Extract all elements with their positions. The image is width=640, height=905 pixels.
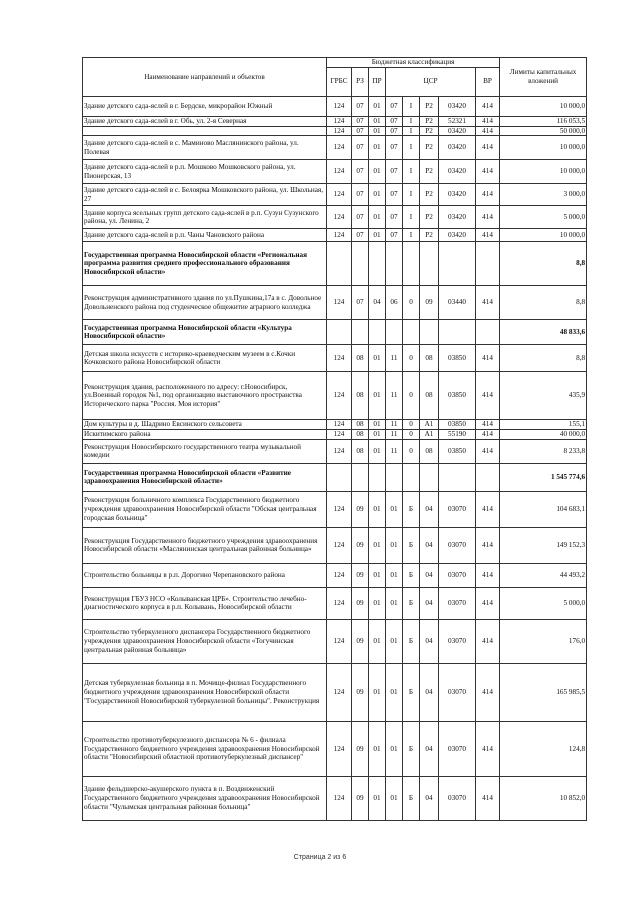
row-csr-direction-cell [420,463,439,491]
row-rz-cell: 07 [352,160,369,184]
row-vr-cell: 414 [476,527,500,563]
row-vr-cell: 414 [476,430,500,440]
table-row [83,721,587,776]
row-grbs-cell: 124 [327,345,352,372]
row-pr-cell: 01 [369,116,386,126]
row-pr-cell: 01 [369,776,386,820]
row-csr-code-cell: 03420 [439,126,476,136]
row-csr-subprogram-cell: Б [403,619,420,663]
row-amount-cell: 176,0 [500,619,587,663]
row-name-cell: Детская туберкулезная больница в п. Мочище-филиал Государственного бюджетного учреждения здравоохранения Новосибирской области "Государственной Новосибирской туберкулезной больницы". Реконструкция [83,663,327,721]
row-csr-direction-cell: 04 [420,527,439,563]
row-csr-program-cell: 07 [386,229,403,242]
row-rz-cell: 07 [352,136,369,160]
row-rz-cell: 09 [352,527,369,563]
row-grbs-cell: 124 [327,439,352,463]
row-csr-subprogram-cell: 0 [403,420,420,430]
table-header [83,58,587,97]
header-grbs: ГРБС [327,67,352,96]
row-pr-cell: 01 [369,372,386,420]
row-pr-cell: 01 [369,160,386,184]
budget-table-sheet [82,57,586,821]
row-csr-code-cell: 03070 [439,721,476,776]
table-row [83,229,587,242]
row-grbs-cell: 124 [327,587,352,619]
row-pr-cell: 01 [369,491,386,527]
row-amount-cell: 8,8 [500,345,587,372]
row-csr-direction-cell: 04 [420,663,439,721]
row-csr-program-cell: 11 [386,439,403,463]
row-csr-code-cell [439,320,476,345]
row-csr-program-cell: 07 [386,116,403,126]
row-grbs-cell: 124 [327,206,352,229]
row-csr-subprogram-cell: Б [403,721,420,776]
row-csr-code-cell: 03420 [439,96,476,116]
program-row [83,463,587,491]
row-csr-subprogram-cell: Б [403,491,420,527]
row-name-cell: Дом культуры в д. Шадрино Евсинского сельсовета [83,420,327,430]
row-grbs-cell: 124 [327,229,352,242]
row-name-cell: Строительство противотуберкулезного диспансера № 6 - филиала Государственного бюджетного учреждения здравоохранения Новосибирской области "Новосибирский областной противотуберкулезный диспансер" [83,721,327,776]
row-csr-direction-cell: P2 [420,116,439,126]
table-row [83,491,587,527]
row-csr-direction-cell: 08 [420,439,439,463]
row-amount-cell: 48 833,6 [500,320,587,345]
row-name-cell: Искитимского района [83,430,327,440]
row-amount-cell: 155,1 [500,420,587,430]
row-grbs-cell: 124 [327,116,352,126]
row-csr-direction-cell: 08 [420,345,439,372]
table-row [83,345,587,372]
row-rz-cell [352,320,369,345]
header-name-column: Наименование направлений и объектов [83,58,327,97]
row-csr-program-cell [386,463,403,491]
row-pr-cell: 01 [369,527,386,563]
row-grbs-cell [327,242,352,286]
row-amount-cell: 10 000,0 [500,229,587,242]
row-name-cell: Здание детского сада-яслей в р.п. Чаны Чановского района [83,229,327,242]
row-csr-code-cell: 03850 [439,345,476,372]
header-csr: ЦСР [386,67,476,96]
row-grbs-cell: 124 [327,491,352,527]
row-amount-cell: 8,8 [500,286,587,320]
row-rz-cell: 07 [352,126,369,136]
row-rz-cell: 09 [352,587,369,619]
row-csr-subprogram-cell: 0 [403,345,420,372]
row-csr-subprogram-cell: 0 [403,286,420,320]
table-row [83,563,587,587]
row-csr-subprogram-cell: 0 [403,372,420,420]
row-csr-program-cell: 07 [386,96,403,116]
row-name-cell: Государственная программа Новосибирской области «Развитие здравоохранения Новосибирской области» [83,463,327,491]
row-csr-subprogram-cell: Б [403,663,420,721]
row-amount-cell: 50 000,0 [500,126,587,136]
row-vr-cell: 414 [476,229,500,242]
row-csr-subprogram-cell: Б [403,563,420,587]
row-csr-direction-cell: 04 [420,619,439,663]
row-grbs-cell [327,320,352,345]
row-pr-cell [369,463,386,491]
row-vr-cell: 414 [476,663,500,721]
row-amount-cell: 124,8 [500,721,587,776]
row-csr-code-cell: 03070 [439,587,476,619]
row-rz-cell: 07 [352,206,369,229]
row-pr-cell [369,320,386,345]
row-grbs-cell: 124 [327,160,352,184]
row-csr-subprogram-cell: I [403,126,420,136]
row-csr-program-cell: 11 [386,372,403,420]
row-csr-program-cell: 01 [386,776,403,820]
row-rz-cell [352,242,369,286]
table-row [83,286,587,320]
row-rz-cell: 08 [352,372,369,420]
row-vr-cell: 414 [476,776,500,820]
row-rz-cell: 07 [352,96,369,116]
row-rz-cell: 09 [352,563,369,587]
row-name-cell: Здание детского сада-яслей в г. Обь, ул. 2-я Северная [83,116,327,126]
row-grbs-cell: 124 [327,663,352,721]
row-csr-direction-cell: P2 [420,229,439,242]
row-csr-code-cell: 03420 [439,160,476,184]
row-pr-cell: 01 [369,184,386,206]
row-pr-cell: 01 [369,206,386,229]
row-rz-cell: 09 [352,721,369,776]
row-vr-cell: 414 [476,184,500,206]
table-row [83,587,587,619]
row-grbs-cell: 124 [327,372,352,420]
row-csr-program-cell: 07 [386,126,403,136]
row-csr-program-cell: 01 [386,721,403,776]
row-pr-cell: 04 [369,286,386,320]
row-amount-cell: 8 233,8 [500,439,587,463]
row-amount-cell: 116 053,5 [500,116,587,126]
table-row [83,126,587,136]
row-csr-direction-cell: 04 [420,776,439,820]
row-name-cell: Реконструкция больничного комплекса Государственного бюджетного учреждения здравоохранения Новосибирской области "Обская центральная городская больница" [83,491,327,527]
table-row [83,663,587,721]
row-vr-cell: 414 [476,721,500,776]
row-rz-cell: 09 [352,663,369,721]
row-amount-cell: 1 545 774,6 [500,463,587,491]
row-rz-cell: 08 [352,439,369,463]
row-pr-cell: 01 [369,420,386,430]
row-csr-code-cell: 03070 [439,619,476,663]
row-csr-code-cell: 55190 [439,430,476,440]
row-grbs-cell: 124 [327,286,352,320]
row-name-cell: Здание детского сада-яслей в р.п. Мошково Мошковского района, ул. Пионерская, 13 [83,160,327,184]
row-amount-cell: 5 000,0 [500,587,587,619]
row-csr-code-cell: 52321 [439,116,476,126]
row-rz-cell: 07 [352,184,369,206]
row-csr-program-cell: 06 [386,286,403,320]
row-csr-direction-cell: 04 [420,587,439,619]
program-row [83,320,587,345]
row-grbs-cell: 124 [327,430,352,440]
row-name-cell: Здание фельдшерско-акушерского пункта в п. Воздвиженский Государственного бюджетного учреждения здравоохранения Новосибирской области "Чулымская центральная районная больница" [83,776,327,820]
row-pr-cell: 01 [369,587,386,619]
row-csr-direction-cell: P2 [420,184,439,206]
header-pr: ПР [369,67,386,96]
row-name-cell: Строительство больницы в р.п. Дорогино Черепановского района [83,563,327,587]
row-pr-cell: 01 [369,439,386,463]
row-name-cell: Государственная программа Новосибирской области «Культура Новосибирской области» [83,320,327,345]
table-row [83,160,587,184]
row-grbs-cell: 124 [327,420,352,430]
row-vr-cell: 414 [476,136,500,160]
row-amount-cell: 40 000,0 [500,430,587,440]
row-csr-program-cell [386,242,403,286]
row-grbs-cell: 124 [327,721,352,776]
row-csr-code-cell: 03070 [439,491,476,527]
row-name-cell: Реконструкция здания, расположенного по адресу: г.Новосибирск, ул.Военный городок №1, под организацию выставочного пространства Исторического парка "Россия. Моя история" [83,372,327,420]
row-csr-program-cell: 11 [386,420,403,430]
row-csr-subprogram-cell: Б [403,587,420,619]
table-row [83,619,587,663]
row-name-cell: Здание детского сада-яслей в с. Маминово Маслянинского района, ул. Полевая [83,136,327,160]
row-pr-cell: 01 [369,563,386,587]
row-csr-direction-cell: P2 [420,136,439,160]
row-grbs-cell: 124 [327,184,352,206]
row-csr-subprogram-cell: I [403,160,420,184]
table-row [83,430,587,440]
row-csr-code-cell: 03070 [439,527,476,563]
row-csr-program-cell: 11 [386,345,403,372]
row-vr-cell: 414 [476,491,500,527]
row-amount-cell: 165 985,5 [500,663,587,721]
program-row [83,242,587,286]
row-csr-program-cell: 07 [386,184,403,206]
row-vr-cell: 414 [476,619,500,663]
row-amount-cell: 10 852,0 [500,776,587,820]
row-pr-cell: 01 [369,619,386,663]
row-vr-cell: 414 [476,126,500,136]
row-csr-program-cell: 01 [386,663,403,721]
row-vr-cell: 414 [476,563,500,587]
row-rz-cell: 09 [352,776,369,820]
row-pr-cell: 01 [369,96,386,116]
row-csr-program-cell: 07 [386,136,403,160]
row-rz-cell [352,463,369,491]
row-csr-direction-cell [420,320,439,345]
table-body [83,96,587,820]
row-amount-cell: 435,9 [500,372,587,420]
row-csr-code-cell: 03420 [439,136,476,160]
table-row [83,184,587,206]
row-csr-program-cell: 01 [386,527,403,563]
row-name-cell: Детская школа искусств с историко-краеведческим музеем в с.Кочки Кочковского района Новосибирской области [83,345,327,372]
row-csr-code-cell: 03850 [439,439,476,463]
row-csr-subprogram-cell: I [403,184,420,206]
header-vr: ВР [476,67,500,96]
row-vr-cell [476,320,500,345]
row-vr-cell: 414 [476,286,500,320]
row-csr-program-cell: 07 [386,160,403,184]
row-csr-subprogram-cell: I [403,229,420,242]
budget-table [82,57,587,821]
row-rz-cell: 09 [352,491,369,527]
row-csr-program-cell: 01 [386,491,403,527]
row-pr-cell [369,242,386,286]
row-vr-cell [476,242,500,286]
row-grbs-cell [327,463,352,491]
row-csr-subprogram-cell: Б [403,527,420,563]
row-grbs-cell: 124 [327,527,352,563]
row-vr-cell: 414 [476,587,500,619]
table-row [83,116,587,126]
row-pr-cell: 01 [369,430,386,440]
row-amount-cell: 3 000,0 [500,184,587,206]
row-csr-code-cell [439,242,476,286]
row-csr-subprogram-cell: I [403,206,420,229]
row-vr-cell [476,463,500,491]
row-name-cell: Здание детского сада-яслей в с. Белоярка Мошковского района, ул. Школьная, 27 [83,184,327,206]
row-csr-program-cell: 11 [386,430,403,440]
row-amount-cell: 149 152,3 [500,527,587,563]
row-name-cell: Здание корпуса ясельных групп детского сада-яслей в р.п. Сузун Сузунского района, ул. Ленина, 2 [83,206,327,229]
row-name-cell: Реконструкция административного здания по ул.Пушкина,17а в с. Довольное Довольненского района под студенческое общежитие аграрного колледжа [83,286,327,320]
row-pr-cell: 01 [369,136,386,160]
row-grbs-cell: 124 [327,96,352,116]
page-footer: Страница 2 из 6 [293,854,347,861]
row-vr-cell: 414 [476,116,500,126]
row-pr-cell: 01 [369,345,386,372]
row-csr-subprogram-cell: I [403,96,420,116]
row-rz-cell: 09 [352,619,369,663]
row-csr-direction-cell: 04 [420,491,439,527]
row-amount-cell: 10 000,0 [500,160,587,184]
row-csr-subprogram-cell [403,320,420,345]
row-csr-direction-cell: 08 [420,372,439,420]
row-name-cell: Здание детского сада-яслей в г. Бердске, микрорайон Южный [83,96,327,116]
row-csr-subprogram-cell: 0 [403,430,420,440]
row-csr-code-cell: 03850 [439,372,476,420]
row-csr-code-cell: 03420 [439,229,476,242]
row-csr-direction-cell: А1 [420,430,439,440]
table-row [83,439,587,463]
header-rz: РЗ [352,67,369,96]
row-csr-code-cell: 03440 [439,286,476,320]
row-csr-code-cell: 03070 [439,663,476,721]
row-csr-direction-cell [420,242,439,286]
row-csr-direction-cell: 04 [420,563,439,587]
row-name-cell: Строительство туберкулезного диспансера Государственного бюджетного учреждения здравоохранения Новосибирской области «Тогучинская центральная районная больница» [83,619,327,663]
row-csr-subprogram-cell: Б [403,776,420,820]
row-csr-program-cell: 01 [386,563,403,587]
row-vr-cell: 414 [476,372,500,420]
row-csr-direction-cell: 09 [420,286,439,320]
row-csr-direction-cell: P2 [420,160,439,184]
row-name-cell: Реконструкция Новосибирского государственного театра музыкальной комедии [83,439,327,463]
row-pr-cell: 01 [369,721,386,776]
row-grbs-cell: 124 [327,136,352,160]
row-amount-cell: 104 683,1 [500,491,587,527]
row-grbs-cell: 124 [327,563,352,587]
row-csr-code-cell: 03420 [439,206,476,229]
row-grbs-cell: 124 [327,619,352,663]
row-csr-program-cell: 07 [386,206,403,229]
row-amount-cell: 10 000,0 [500,96,587,116]
row-vr-cell: 414 [476,420,500,430]
row-amount-cell: 5 000,0 [500,206,587,229]
header-budget-classification: Бюджетная классификация [327,58,500,68]
row-amount-cell: 10 000,0 [500,136,587,160]
row-csr-program-cell [386,320,403,345]
row-amount-cell: 8,8 [500,242,587,286]
row-csr-code-cell: 03070 [439,563,476,587]
row-vr-cell: 414 [476,345,500,372]
row-csr-code-cell [439,463,476,491]
table-row [83,776,587,820]
row-pr-cell: 01 [369,126,386,136]
row-csr-code-cell: 03850 [439,420,476,430]
row-name-cell: Реконструкция ГБУЗ НСО «Колыванская ЦРБ». Строительство лечебно-диагностического корпуса в р.п. Колывань, Новосибирской области [83,587,327,619]
table-row [83,206,587,229]
row-rz-cell: 08 [352,345,369,372]
table-row [83,420,587,430]
row-name-cell [83,126,327,136]
row-rz-cell: 08 [352,430,369,440]
row-vr-cell: 414 [476,160,500,184]
row-rz-cell: 07 [352,229,369,242]
row-csr-subprogram-cell [403,463,420,491]
row-csr-subprogram-cell: I [403,136,420,160]
row-name-cell: Государственная программа Новосибирской области «Региональная программа развития среднего профессионального образования Новосибирской области» [83,242,327,286]
header-limits-column: Лимиты капитальных вложений [500,58,587,97]
row-csr-direction-cell: P2 [420,96,439,116]
row-csr-direction-cell: 04 [420,721,439,776]
row-rz-cell: 08 [352,420,369,430]
row-pr-cell: 01 [369,229,386,242]
row-csr-subprogram-cell [403,242,420,286]
row-grbs-cell: 124 [327,776,352,820]
row-csr-direction-cell: P2 [420,126,439,136]
row-amount-cell: 44 493,2 [500,563,587,587]
row-csr-program-cell: 01 [386,619,403,663]
row-csr-program-cell: 01 [386,587,403,619]
row-csr-direction-cell: P2 [420,206,439,229]
table-row [83,372,587,420]
row-name-cell: Реконструкция Государственного бюджетного учреждения здравоохранения Новосибирской области «Маслянинская центральная районная больница» [83,527,327,563]
row-vr-cell: 414 [476,439,500,463]
row-grbs-cell: 124 [327,126,352,136]
row-csr-code-cell: 03070 [439,776,476,820]
table-row [83,527,587,563]
row-csr-subprogram-cell: I [403,116,420,126]
row-vr-cell: 414 [476,96,500,116]
row-pr-cell: 01 [369,663,386,721]
row-csr-direction-cell: А1 [420,420,439,430]
row-csr-code-cell: 03420 [439,184,476,206]
row-csr-subprogram-cell: 0 [403,439,420,463]
row-vr-cell: 414 [476,206,500,229]
table-row [83,136,587,160]
table-row [83,96,587,116]
row-rz-cell: 07 [352,286,369,320]
row-rz-cell: 07 [352,116,369,126]
